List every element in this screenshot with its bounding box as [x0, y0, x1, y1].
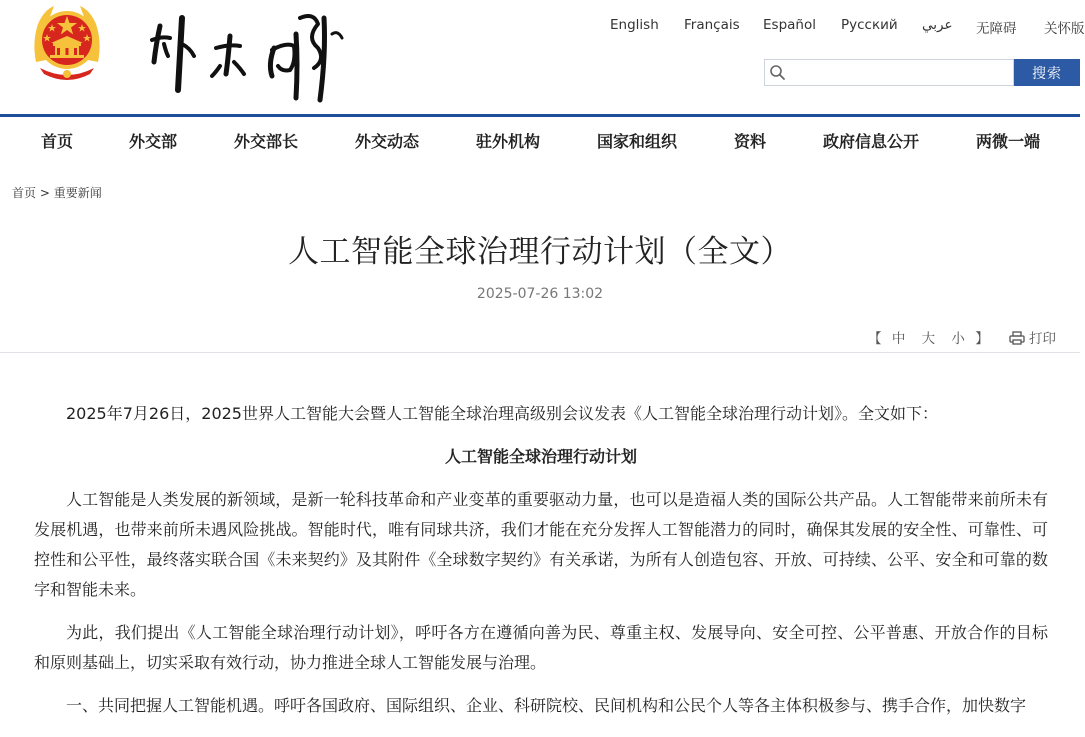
article-tools [868, 327, 1056, 347]
breadcrumb-separator: > [39, 186, 50, 200]
article-subtitle: 人工智能全球治理行动计划 [444, 447, 637, 466]
search-button[interactable]: 搜索 [1014, 59, 1080, 86]
article-paragraph: 一、共同把握人工智能机遇。呼吁各国政府、国际组织、企业、科研院校、民间机构和公民个人等各主体积极参与、携手合作，加快数字 [66, 696, 1027, 715]
lang-russian-link[interactable]: Русский [841, 17, 898, 33]
national-emblem-icon[interactable] [28, 2, 106, 84]
nav-item-resources[interactable]: 资料 [733, 132, 767, 151]
nav-item-missions-abroad[interactable]: 驻外机构 [475, 132, 541, 151]
elderly-care-version-link[interactable]: 关怀版 [1044, 21, 1085, 37]
language-bar [0, 17, 1085, 37]
article-paragraph: 人工智能是人类发展的新领域，是新一轮科技革命和产业变革的重要驱动力量，也可以是造福人类的国际公共产品。人工智能带来前所未有发展机遇，也带来前所未遇风险挑战。智能时代，唯有同球共济，我们才能在充分发挥人工智能潜力的同时，确保其发展的安全性、可靠性、可控性和公平性，最终落实联合国《未来契约》及其附件《全球数字契约》有关承诺，为所有人创造包容、开放、可持续、公平、安全和可靠的数字和智能未来。 [34, 490, 1048, 599]
lang-english-link[interactable]: English [610, 17, 659, 33]
article-date: 2025-07-26 13:02 [476, 286, 604, 302]
font-size-bracket-close: 】 [975, 331, 989, 347]
print-button[interactable] [1009, 327, 1056, 347]
nav-item-home[interactable]: 首页 [40, 132, 74, 151]
nav-item-minister[interactable]: 外交部长 [233, 132, 299, 151]
nav-item-diplomatic-news[interactable]: 外交动态 [354, 132, 420, 151]
nav-item-countries-organizations[interactable]: 国家和组织 [596, 132, 678, 151]
breadcrumb-current-link[interactable]: 重要新闻 [53, 186, 102, 200]
search-input[interactable] [789, 62, 1013, 85]
search-box [764, 59, 1014, 86]
font-size-medium-button[interactable]: 中 [891, 331, 906, 347]
lang-spanish-link[interactable]: Español [763, 17, 816, 33]
article-body [34, 399, 1048, 734]
font-size-small-button[interactable]: 小 [951, 331, 965, 347]
printer-icon [1009, 331, 1025, 345]
article-title: 人工智能全球治理行动计划（全文） [288, 234, 792, 270]
print-label: 打印 [1029, 331, 1056, 347]
lang-arabic-link[interactable]: عربي [922, 17, 953, 33]
font-size-bracket-open: 【 [868, 331, 882, 347]
accessibility-link[interactable]: 无障碍 [976, 21, 1017, 37]
article-paragraph: 为此，我们提出《人工智能全球治理行动计划》，呼吁各方在遵循向善为民、尊重主权、发展导向、安全可控、公平普惠、开放合作的目标和原则基础上，切实采取有效行动，协力推进全球人工智能发展与治理。 [34, 623, 1048, 672]
site-header [0, 0, 1085, 114]
main-nav [0, 117, 1080, 165]
nav-item-social-media[interactable]: 两微一端 [975, 132, 1041, 151]
lang-french-link[interactable]: Français [684, 17, 740, 33]
article-paragraph-intro: 2025年7月26日，2025世界人工智能大会暨人工智能全球治理高级别会议发表《人工智能全球治理行动计划》。全文如下： [66, 404, 938, 423]
breadcrumb-home-link[interactable]: 首页 [12, 186, 37, 200]
nav-item-government-info[interactable]: 政府信息公开 [822, 132, 920, 151]
breadcrumb [12, 184, 102, 201]
nav-item-ministry[interactable]: 外交部 [128, 132, 178, 151]
content-divider [0, 352, 1080, 353]
search-icon [769, 64, 786, 81]
font-size-large-button[interactable]: 大 [921, 331, 936, 347]
